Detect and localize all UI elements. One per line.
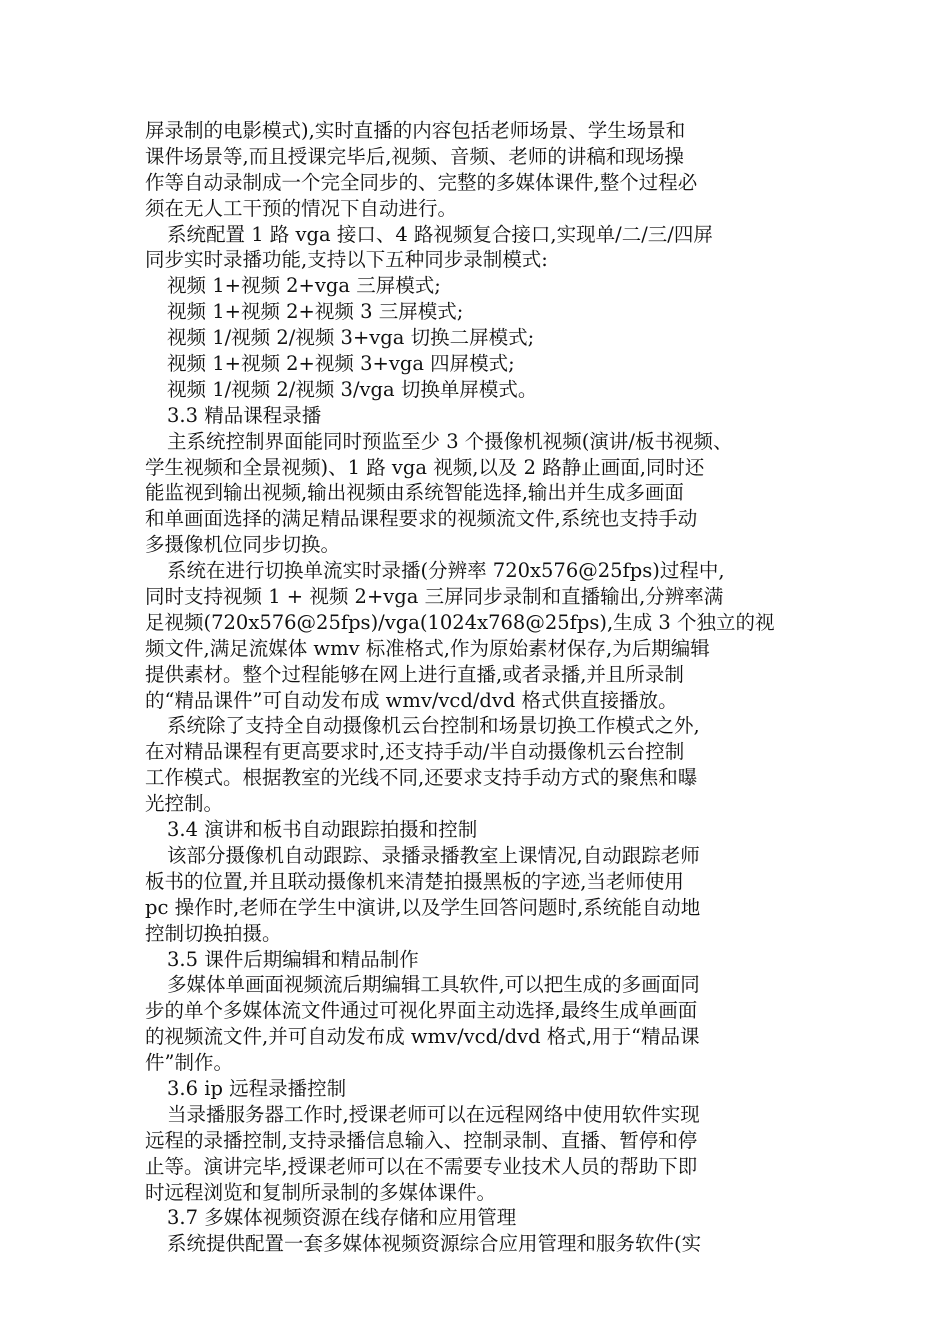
text-line: 系统提供配置一套多媒体视频资源综合应用管理和服务软件(实 bbox=[167, 1232, 702, 1256]
text-line: 件”制作。 bbox=[145, 1051, 233, 1075]
text-line: 3.4 演讲和板书自动跟踪拍摄和控制 bbox=[167, 818, 478, 842]
text-line: 足视频(720x576@25fps)/vga(1024x768@25fps),生成 3 个独立的视 bbox=[145, 610, 775, 634]
text-line: 频文件,满足流媒体 wmv 标准格式,作为原始素材保存,为后期编辑 bbox=[145, 636, 710, 660]
text-line: 课件场景等,而且授课完毕后,视频、音频、老师的讲稿和现场操 bbox=[145, 144, 684, 168]
text-line: 止等。演讲完毕,授课老师可以在不需要专业技术人员的帮助下即 bbox=[145, 1154, 698, 1178]
text-line: 在对精品课程有更高要求时,还支持手动/半自动摄像机云台控制 bbox=[145, 740, 685, 764]
text-line: 屏录制的电影模式),实时直播的内容包括老师场景、学生场景和 bbox=[145, 119, 686, 142]
text-line: 3.7 多媒体视频资源在线存储和应用管理 bbox=[167, 1206, 517, 1230]
text-line: 视频 1+视频 2+视频 3 三屏模式; bbox=[167, 300, 464, 324]
text-line: 系统除了支持全自动摄像机云台控制和场景切换工作模式之外, bbox=[167, 714, 700, 738]
text-line: 板书的位置,并且联动摄像机来清楚拍摄黑板的字迹,当老师使用 bbox=[145, 869, 684, 893]
text-line: 作等自动录制成一个完全同步的、完整的多媒体课件,整个过程必 bbox=[145, 170, 698, 194]
text-line: 远程的录播控制,支持录播信息输入、控制录制、直播、暂停和停 bbox=[145, 1128, 698, 1152]
text-line: 须在无人工干预的情况下自动进行。 bbox=[145, 196, 458, 220]
text-line: 视频 1/视频 2/视频 3+vga 切换二屏模式; bbox=[167, 326, 535, 350]
text-line: 主系统控制界面能同时预监至少 3 个摄像机视频(演讲/板书视频、 bbox=[167, 429, 733, 453]
text-line: 系统在进行切换单流实时录播(分辨率 720x576@25fps)过程中, bbox=[167, 559, 725, 583]
document-body bbox=[145, 118, 795, 1257]
text-line: 提供素材。整个过程能够在网上进行直播,或者录播,并且所录制 bbox=[145, 662, 684, 686]
text-line: 多媒体单画面视频流后期编辑工具软件,可以把生成的多画面同 bbox=[167, 973, 700, 997]
text-line: 时远程浏览和复制所录制的多媒体课件。 bbox=[145, 1180, 497, 1204]
text-line: 同时支持视频 1 + 视频 2+vga 三屏同步录制和直播输出,分辨率满 bbox=[145, 585, 724, 609]
text-line: 3.6 ip 远程录播控制 bbox=[167, 1076, 347, 1100]
text-line: 该部分摄像机自动跟踪、录播录播教室上课情况,自动跟踪老师 bbox=[167, 843, 700, 867]
text-line: 同步实时录播功能,支持以下五种同步录制模式: bbox=[145, 248, 548, 272]
text-line: 系统配置 1 路 vga 接口、4 路视频复合接口,实现单/二/三/四屏 bbox=[167, 222, 713, 246]
text-line: 和单画面选择的满足精品课程要求的视频流文件,系统也支持手动 bbox=[145, 507, 698, 531]
text-line: 的“精品课件”可自动发布成 wmv/vcd/dvd 格式供直接播放。 bbox=[145, 688, 678, 712]
text-line: 光控制。 bbox=[145, 792, 224, 816]
text-line: pc 操作时,老师在学生中演讲,以及学生回答问题时,系统能自动地 bbox=[145, 895, 701, 919]
text-line: 当录播服务器工作时,授课老师可以在远程网络中使用软件实现 bbox=[167, 1102, 700, 1126]
text-line: 工作模式。根据教室的光线不同,还要求支持手动方式的聚焦和曝 bbox=[145, 766, 698, 790]
text-line: 3.5 课件后期编辑和精品制作 bbox=[167, 947, 419, 971]
text-line: 控制切换拍摄。 bbox=[145, 921, 282, 945]
text-line: 多摄像机位同步切换。 bbox=[145, 533, 341, 557]
text-line: 的视频流文件,并可自动发布成 wmv/vcd/dvd 格式,用于“精品课 bbox=[145, 1025, 700, 1049]
text-line: 视频 1/视频 2/视频 3/vga 切换单屏模式。 bbox=[167, 377, 538, 401]
text-line: 3.3 精品课程录播 bbox=[167, 403, 322, 427]
text-line: 学生视频和全景视频)、1 路 vga 视频,以及 2 路静止画面,同时还 bbox=[145, 455, 705, 479]
text-line: 视频 1+视频 2+vga 三屏模式; bbox=[167, 274, 441, 298]
text-line: 视频 1+视频 2+视频 3+vga 四屏模式; bbox=[167, 352, 515, 376]
text-line: 步的单个多媒体流文件通过可视化界面主动选择,最终生成单画面 bbox=[145, 999, 698, 1023]
text-line: 能监视到输出视频,输出视频由系统智能选择,输出并生成多画面 bbox=[145, 481, 684, 505]
